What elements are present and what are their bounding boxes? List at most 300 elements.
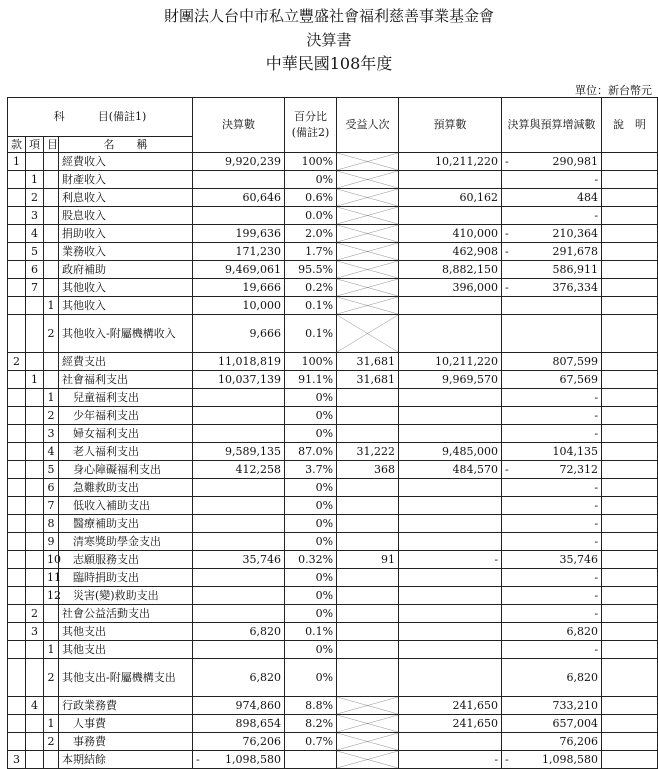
item-name: 股息收入 <box>59 207 193 225</box>
kuan-cell <box>8 189 26 207</box>
kuan-header: 款 <box>8 137 26 153</box>
item-name: 低收入補助支出 <box>59 497 193 515</box>
xiang-cell: 1 <box>26 171 44 189</box>
budget-cell: 462,908 <box>399 243 502 261</box>
table-row <box>8 389 658 407</box>
org-title: 財團法人台中市私立豐盛社會福利慈善事業基金會 <box>163 7 494 25</box>
kuan-cell <box>8 515 26 533</box>
actual-cell <box>193 171 285 189</box>
actual-cell: 10,000 <box>193 297 285 315</box>
item-name: 利息收入 <box>59 189 193 207</box>
diff-cell: 657,004 <box>502 715 602 733</box>
item-name: 清寒獎助學金支出 <box>59 533 193 551</box>
negative-sign: - <box>505 154 509 168</box>
actual-cell: 60,646 <box>193 189 285 207</box>
mu-cell: 4 <box>44 443 59 461</box>
note-cell <box>602 425 658 443</box>
note-cell <box>602 389 658 407</box>
note-cell <box>602 153 658 171</box>
kuan-cell: 2 <box>8 353 26 371</box>
budget-cell <box>399 533 502 551</box>
budget-cell <box>399 733 502 751</box>
actual-cell <box>193 389 285 407</box>
xiang-cell: 3 <box>26 207 44 225</box>
beneficiaries-cell <box>337 243 399 261</box>
negative-sign: - <box>196 752 200 766</box>
budget-cell <box>399 623 502 641</box>
table-row <box>8 315 658 353</box>
item-name: 其他支出-附屬機構支出 <box>59 659 193 697</box>
table-row <box>8 697 658 715</box>
item-name: 少年福利支出 <box>59 407 193 425</box>
percent-cell: 2.0% <box>285 225 337 243</box>
kuan-cell <box>8 261 26 279</box>
diff-value: 376,334 <box>552 280 599 294</box>
beneficiaries-cell <box>337 533 399 551</box>
diff-cell: - <box>502 515 602 533</box>
note-cell <box>602 659 658 697</box>
kuan-cell <box>8 533 26 551</box>
percent-cell: 0.6% <box>285 189 337 207</box>
percent-cell: 0% <box>285 515 337 533</box>
budget-cell <box>399 587 502 605</box>
table-row <box>8 443 658 461</box>
budget-cell: 396,000 <box>399 279 502 297</box>
percent-cell: 0% <box>285 497 337 515</box>
xiang-cell <box>26 479 44 497</box>
beneficiaries-cell <box>337 715 399 733</box>
actual-cell: 898,654 <box>193 715 285 733</box>
note-cell <box>602 697 658 715</box>
mu-cell <box>44 751 59 769</box>
item-name: 社會福利支出 <box>59 371 193 389</box>
note-cell <box>602 461 658 479</box>
kuan-cell <box>8 207 26 225</box>
table-row <box>8 497 658 515</box>
diff-cell: - <box>502 497 602 515</box>
diff-value: 72,312 <box>559 462 599 476</box>
item-name: 其他支出 <box>59 641 193 659</box>
beneficiaries-cell <box>337 315 399 353</box>
cross-mark <box>337 751 398 768</box>
note-cell <box>602 189 658 207</box>
diff-cell <box>502 297 602 315</box>
percent-cell: 0.1% <box>285 297 337 315</box>
mu-cell <box>44 243 59 261</box>
note-cell <box>602 733 658 751</box>
budget-cell: 10,211,220 <box>399 153 502 171</box>
xiang-cell <box>26 751 44 769</box>
diff-cell: 586,911 <box>502 261 602 279</box>
mu-cell: 12 <box>44 587 59 605</box>
actual-cell: 6,820 <box>193 659 285 697</box>
cross-mark <box>337 261 398 278</box>
kuan-cell <box>8 641 26 659</box>
item-name: 老人福利支出 <box>59 443 193 461</box>
budget-cell <box>399 207 502 225</box>
diff-value: 210,364 <box>552 226 599 240</box>
actual-header: 決算數 <box>193 98 285 153</box>
beneficiaries-cell <box>337 497 399 515</box>
budget-cell: - <box>399 551 502 569</box>
mu-cell: 6 <box>44 479 59 497</box>
note-cell <box>602 371 658 389</box>
mu-cell: 9 <box>44 533 59 551</box>
diff-cell: - <box>502 389 602 407</box>
kuan-cell <box>8 733 26 751</box>
table-row <box>8 297 658 315</box>
actual-cell: 35,746 <box>193 551 285 569</box>
actual-cell <box>193 479 285 497</box>
mu-cell: 2 <box>44 733 59 751</box>
actual-cell: 9,666 <box>193 315 285 353</box>
cross-mark <box>337 171 398 188</box>
diff-cell: 6,820 <box>502 623 602 641</box>
budget-cell <box>399 315 502 353</box>
percent-cell: 0.1% <box>285 315 337 353</box>
item-name: 財產收入 <box>59 171 193 189</box>
mu-cell: 1 <box>44 389 59 407</box>
cross-mark <box>337 243 398 260</box>
budget-cell: 410,000 <box>399 225 502 243</box>
item-name: 捐助收入 <box>59 225 193 243</box>
diff-cell: 67,569 <box>502 371 602 389</box>
diff-cell: 104,135 <box>502 443 602 461</box>
xiang-cell: 2 <box>26 605 44 623</box>
beneficiaries-cell <box>337 389 399 407</box>
budget-cell: 484,570 <box>399 461 502 479</box>
percent-cell: 0% <box>285 425 337 443</box>
note-cell <box>602 353 658 371</box>
cross-mark <box>337 315 398 352</box>
percent-cell: 0% <box>285 641 337 659</box>
actual-cell: 6,820 <box>193 623 285 641</box>
negative-sign: - <box>505 462 509 476</box>
kuan-cell <box>8 279 26 297</box>
diff-cell <box>502 279 602 297</box>
item-name: 事務費 <box>59 733 193 751</box>
beneficiaries-cell <box>337 171 399 189</box>
xiang-cell <box>26 389 44 407</box>
xiang-cell: 2 <box>26 189 44 207</box>
table-row <box>8 189 658 207</box>
actual-cell <box>193 641 285 659</box>
percent-cell: 0.0% <box>285 207 337 225</box>
diff-cell: - <box>502 479 602 497</box>
cross-mark <box>337 697 398 714</box>
percent-cell: 100% <box>285 353 337 371</box>
diff-header: 決算與預算增減數 <box>502 98 602 153</box>
diff-cell: - <box>502 407 602 425</box>
note-cell <box>602 261 658 279</box>
percent-cell: 0.2% <box>285 279 337 297</box>
percent-cell <box>285 751 337 769</box>
actual-cell <box>193 497 285 515</box>
beneficiaries-cell <box>337 641 399 659</box>
actual-cell <box>193 587 285 605</box>
cross-mark <box>337 297 398 314</box>
actual-cell <box>193 515 285 533</box>
xiang-cell: 6 <box>26 261 44 279</box>
budget-cell <box>399 407 502 425</box>
kuan-cell <box>8 715 26 733</box>
table-row <box>8 479 658 497</box>
mu-cell <box>44 261 59 279</box>
beneficiaries-cell <box>337 659 399 697</box>
mu-cell <box>44 207 59 225</box>
xiang-cell: 4 <box>26 225 44 243</box>
table-body <box>8 153 658 769</box>
table-row <box>8 733 658 751</box>
note-cell <box>602 497 658 515</box>
xiang-cell <box>26 641 44 659</box>
note-cell <box>602 297 658 315</box>
budget-cell <box>399 389 502 407</box>
table-row <box>8 261 658 279</box>
table-row <box>8 533 658 551</box>
actual-cell <box>193 751 285 769</box>
beneficiaries-cell <box>337 751 399 769</box>
budget-cell <box>399 425 502 443</box>
currency-unit: 單位：新台幣元 <box>575 84 652 97</box>
negative-sign: - <box>505 244 509 258</box>
table-row <box>8 605 658 623</box>
doc-title: 決算書 <box>306 31 352 49</box>
budget-cell <box>399 515 502 533</box>
kuan-cell <box>8 425 26 443</box>
item-name: 身心障礙福利支出 <box>59 461 193 479</box>
table-row <box>8 569 658 587</box>
item-name: 災害(變)救助支出 <box>59 587 193 605</box>
note-cell <box>602 279 658 297</box>
kuan-cell <box>8 225 26 243</box>
xiang-header: 項 <box>26 137 44 153</box>
kuan-cell <box>8 479 26 497</box>
note-cell <box>602 551 658 569</box>
budget-cell <box>399 479 502 497</box>
xiang-cell: 7 <box>26 279 44 297</box>
budget-cell <box>399 605 502 623</box>
table-row <box>8 515 658 533</box>
mu-header: 目 <box>44 137 59 153</box>
budget-cell <box>399 297 502 315</box>
mu-cell: 7 <box>44 497 59 515</box>
budget-table <box>7 97 658 769</box>
beneficiaries-cell <box>337 697 399 715</box>
diff-cell <box>502 153 602 171</box>
percent-cell: 0% <box>285 407 337 425</box>
item-name: 其他收入 <box>59 279 193 297</box>
xiang-cell <box>26 315 44 353</box>
budget-header: 預算數 <box>399 98 502 153</box>
actual-cell <box>193 533 285 551</box>
diff-cell: 76,206 <box>502 733 602 751</box>
item-name: 社會公益活動支出 <box>59 605 193 623</box>
cross-mark <box>337 153 398 170</box>
beneficiaries-cell <box>337 587 399 605</box>
mu-cell <box>44 153 59 171</box>
percent-cell: 0% <box>285 569 337 587</box>
note-cell <box>602 569 658 587</box>
item-name: 兒童福利支出 <box>59 389 193 407</box>
xiang-cell <box>26 461 44 479</box>
item-name: 志願服務支出 <box>59 551 193 569</box>
xiang-cell <box>26 353 44 371</box>
actual-cell: 19,666 <box>193 279 285 297</box>
note-cell <box>602 171 658 189</box>
note-cell <box>602 225 658 243</box>
budget-cell: 10,211,220 <box>399 353 502 371</box>
diff-cell: - <box>502 425 602 443</box>
doc-year: 中華民國108年度 <box>265 54 393 73</box>
mu-cell: 8 <box>44 515 59 533</box>
beneficiaries-cell <box>337 605 399 623</box>
table-row <box>8 751 658 769</box>
diff-cell: 484 <box>502 189 602 207</box>
kuan-cell <box>8 389 26 407</box>
percent-cell: 0% <box>285 533 337 551</box>
percent-cell: 0% <box>285 659 337 697</box>
kuan-cell <box>8 297 26 315</box>
diff-cell: - <box>502 605 602 623</box>
actual-cell: 9,920,239 <box>193 153 285 171</box>
percent-cell: 95.5% <box>285 261 337 279</box>
diff-cell <box>502 751 602 769</box>
budget-cell: 8,882,150 <box>399 261 502 279</box>
kuan-cell <box>8 171 26 189</box>
xiang-cell: 4 <box>26 697 44 715</box>
item-name: 臨時捐助支出 <box>59 569 193 587</box>
item-name: 人事費 <box>59 715 193 733</box>
cross-mark <box>337 733 398 750</box>
kuan-cell <box>8 623 26 641</box>
table-row <box>8 551 658 569</box>
note-header: 說 明 <box>602 98 658 153</box>
percent-cell: 0% <box>285 171 337 189</box>
actual-cell: 76,206 <box>193 733 285 751</box>
kuan-cell <box>8 497 26 515</box>
table-row <box>8 461 658 479</box>
budget-cell <box>399 641 502 659</box>
item-name: 其他支出 <box>59 623 193 641</box>
xiang-cell <box>26 425 44 443</box>
cross-mark <box>337 225 398 242</box>
kuan-cell <box>8 371 26 389</box>
table-row <box>8 353 658 371</box>
beneficiaries-cell: 31,222 <box>337 443 399 461</box>
table-row <box>8 153 658 171</box>
budget-cell: 60,162 <box>399 189 502 207</box>
diff-cell <box>502 243 602 261</box>
actual-cell <box>193 569 285 587</box>
beneficiaries-cell <box>337 225 399 243</box>
diff-cell: 807,599 <box>502 353 602 371</box>
mu-cell <box>44 279 59 297</box>
budget-cell: - <box>399 751 502 769</box>
item-name: 其他收入-附屬機構收入 <box>59 315 193 353</box>
kuan-cell <box>8 461 26 479</box>
beneficiaries-cell <box>337 153 399 171</box>
note-cell <box>602 479 658 497</box>
kuan-cell <box>8 587 26 605</box>
xiang-cell <box>26 715 44 733</box>
note-cell <box>602 623 658 641</box>
kuan-cell <box>8 315 26 353</box>
kuan-cell <box>8 407 26 425</box>
mu-cell <box>44 353 59 371</box>
beneficiaries-cell <box>337 407 399 425</box>
diff-cell: - <box>502 641 602 659</box>
diff-cell <box>502 315 602 353</box>
negative-sign: - <box>505 752 509 766</box>
xiang-cell <box>26 407 44 425</box>
mu-cell <box>44 225 59 243</box>
item-name: 業務收入 <box>59 243 193 261</box>
percent-cell: 100% <box>285 153 337 171</box>
beneficiaries-cell <box>337 479 399 497</box>
mu-cell <box>44 697 59 715</box>
xiang-cell <box>26 497 44 515</box>
note-cell <box>602 587 658 605</box>
note-cell <box>602 751 658 769</box>
beneficiaries-cell <box>337 207 399 225</box>
beneficiaries-cell: 31,681 <box>337 371 399 389</box>
item-name: 本期結餘 <box>59 751 193 769</box>
item-name: 醫療補助支出 <box>59 515 193 533</box>
xiang-cell: 1 <box>26 371 44 389</box>
item-name: 其他收入 <box>59 297 193 315</box>
table-row <box>8 587 658 605</box>
percent-cell: 8.8% <box>285 697 337 715</box>
actual-cell: 9,589,135 <box>193 443 285 461</box>
cross-mark <box>337 715 398 732</box>
diff-cell: 35,746 <box>502 551 602 569</box>
diff-cell: - <box>502 533 602 551</box>
percent-cell: 1.7% <box>285 243 337 261</box>
diff-cell: - <box>502 569 602 587</box>
kuan-cell <box>8 659 26 697</box>
xiang-cell <box>26 733 44 751</box>
subject-header: 科 目(備註1) <box>8 98 193 137</box>
budget-cell <box>399 497 502 515</box>
xiang-cell: 3 <box>26 623 44 641</box>
beneficiaries-cell <box>337 515 399 533</box>
percent-cell: 87.0% <box>285 443 337 461</box>
diff-cell: 6,820 <box>502 659 602 697</box>
mu-cell: 2 <box>44 315 59 353</box>
mu-cell <box>44 605 59 623</box>
mu-cell: 5 <box>44 461 59 479</box>
xiang-cell: 5 <box>26 243 44 261</box>
note-cell <box>602 443 658 461</box>
beneficiaries-cell: 368 <box>337 461 399 479</box>
note-cell <box>602 207 658 225</box>
table-row <box>8 279 658 297</box>
mu-cell: 1 <box>44 297 59 315</box>
budget-cell: 9,485,000 <box>399 443 502 461</box>
diff-cell: - <box>502 587 602 605</box>
diff-cell: 733,210 <box>502 697 602 715</box>
budget-cell <box>399 659 502 697</box>
item-name: 行政業務費 <box>59 697 193 715</box>
percent-cell: 0.1% <box>285 623 337 641</box>
xiang-cell <box>26 297 44 315</box>
xiang-cell <box>26 533 44 551</box>
table-row <box>8 623 658 641</box>
beneficiaries-cell <box>337 733 399 751</box>
table-row <box>8 171 658 189</box>
mu-cell <box>44 623 59 641</box>
